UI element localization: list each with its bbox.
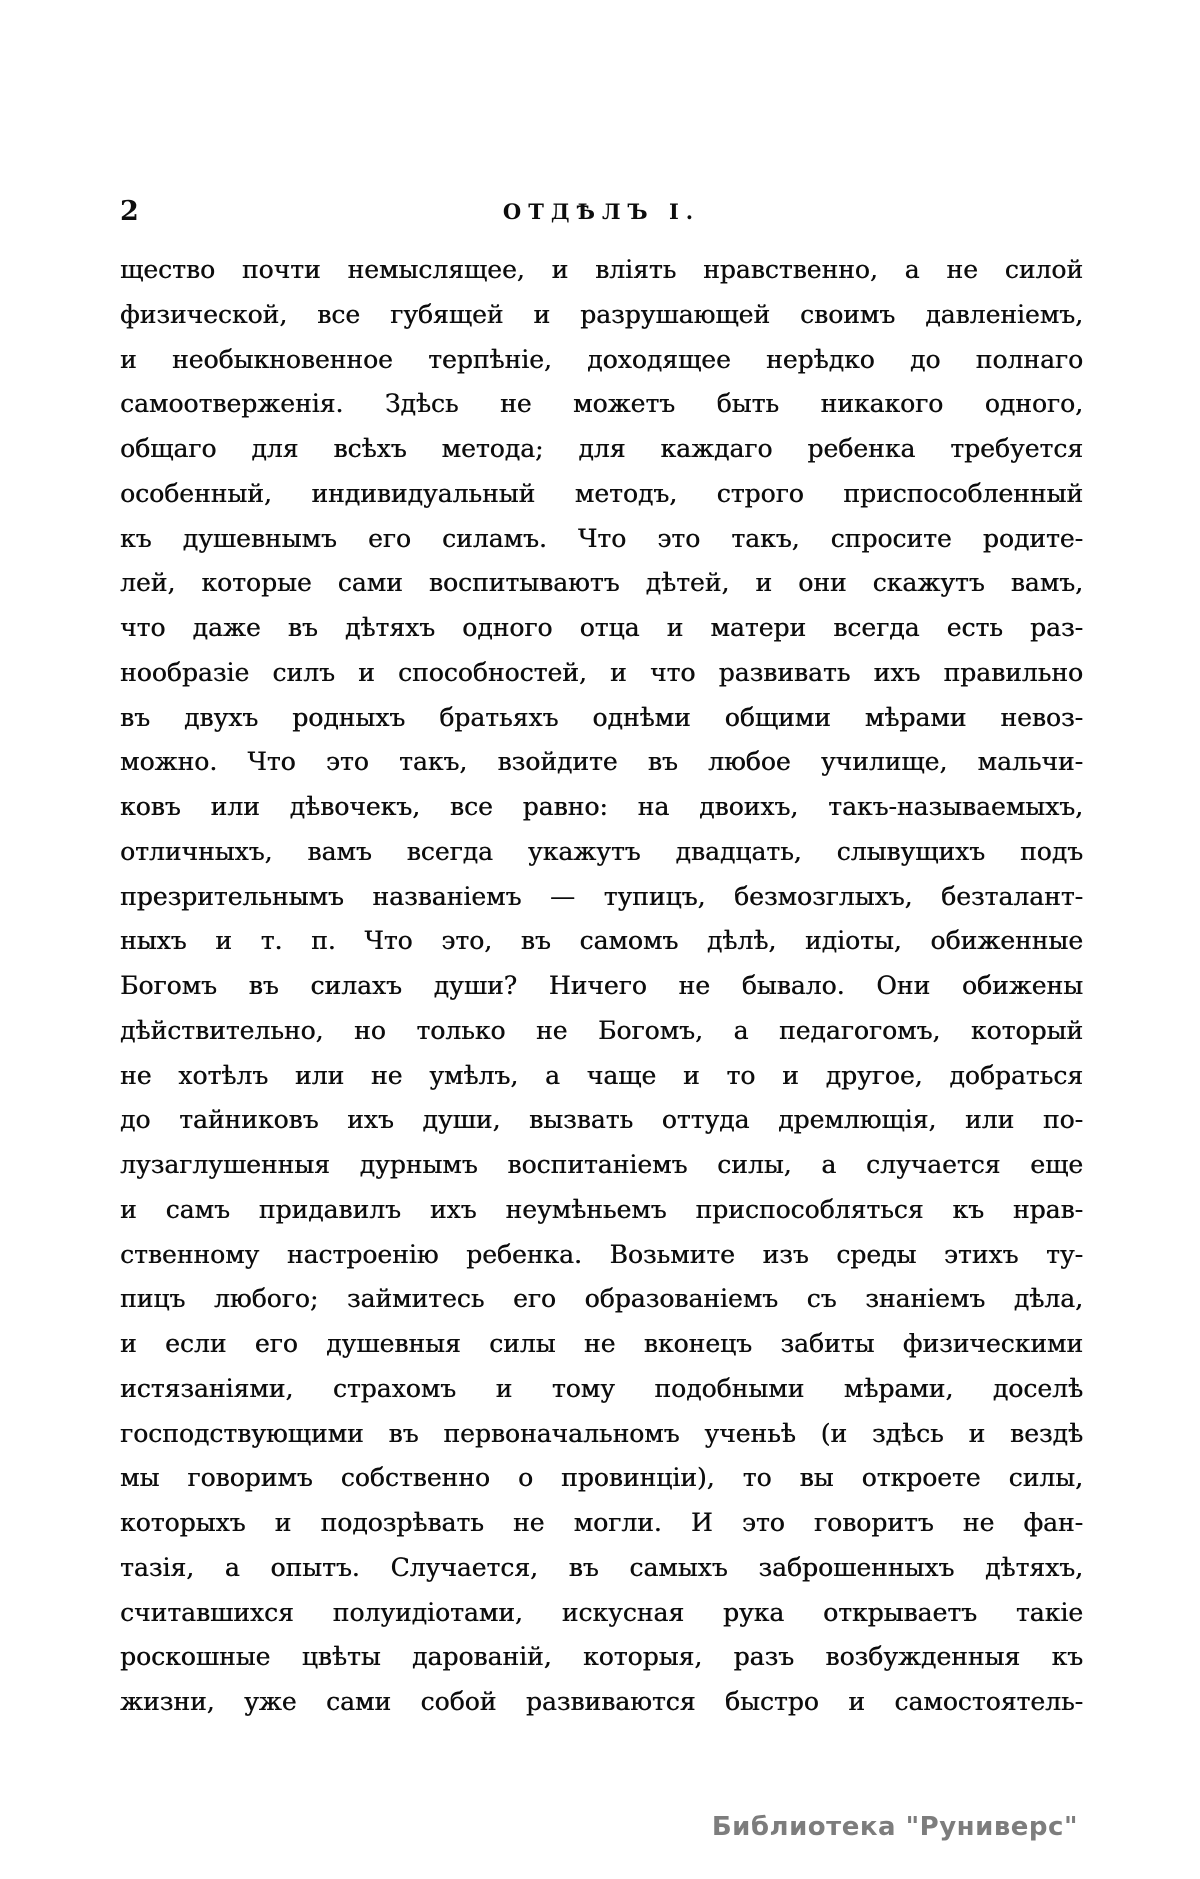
text-line: къ душевнымъ его силамъ. Что это такъ, спросите родите- [120,523,1083,553]
text-line: и если его душевныя силы не вконецъ забиты физическими [120,1329,1083,1358]
text-line: отличныхъ, вамъ всегда укажутъ двадцать, слывущихъ подъ [120,836,1083,866]
text-line: не хотѣлъ или не умѣлъ, а чаще и то и другое, добраться [120,1060,1083,1090]
body-paragraph [120,248,1083,1725]
text-line: пицъ любого; займитесь его образованіемъ съ знаніемъ дѣла, [120,1284,1083,1314]
text-line: и необыкновенное терпѣніе, доходящее нерѣдко до полнаго [120,344,1083,374]
text-line: въ двухъ родныхъ братьяхъ однѣми общими мѣрами невоз- [120,702,1083,732]
text-line: дѣйствительно, но только не Богомъ, а педагогомъ, который [120,1015,1083,1045]
text-line: нообразіе силъ и способностей, и что развивать ихъ правильно [120,657,1083,687]
text-line: что даже въ дѣтяхъ одного отца и матери всегда есть раз- [120,613,1083,642]
section-title: ОТДѢЛЪ I. [502,199,701,224]
library-watermark: Библиотека "Руниверс" [711,1812,1078,1842]
text-line: ственному настроенію ребенка. Возьмите изъ среды этихъ ту- [120,1239,1083,1269]
text-line: Богомъ въ силахъ души? Ничего не бывало. Они обижены [120,971,1083,1000]
text-line: особенный, индивидуальный методъ, строго приспособленный [120,478,1083,508]
page-header [120,196,1083,232]
text-line: считавшихся полуидіотами, искусная рука открываетъ такіе [120,1597,1083,1627]
text-line: общаго для всѣхъ метода; для каждаго ребенка требуется [120,434,1083,463]
text-line: щество почти немыслящее, и вліять нравственно, а не силой [120,255,1083,284]
page-number: 2 [120,196,139,227]
text-line: лей, которые сами воспитываютъ дѣтей, и они скажутъ вамъ, [120,568,1083,598]
text-line: которыхъ и подозрѣвать не могли. И это говоритъ не фан- [120,1508,1083,1537]
text-line: до тайниковъ ихъ души, вызвать оттуда дремлющія, или по- [120,1105,1083,1135]
text-line: физической, все губящей и разрушающей своимъ давленіемъ, [120,299,1083,329]
text-line: и самъ придавилъ ихъ неумѣньемъ приспособляться къ нрав- [120,1194,1083,1224]
text-line: презрительнымъ названіемъ — тупицъ, безмозглыхъ, безталант- [120,881,1083,911]
text-line: господствующими въ первоначальномъ ученьѣ (и здѣсь и вездѣ [120,1418,1083,1448]
text-line: можно. Что это такъ, взойдите въ любое училище, мальчи- [120,747,1083,777]
text-line: жизни, уже сами собой развиваются быстро и самостоятель- [120,1687,1083,1716]
text-line: ныхъ и т. п. Что это, въ самомъ дѣлѣ, идіоты, обиженные [120,926,1083,956]
text-line: тазія, а опытъ. Случается, въ самыхъ заброшенныхъ дѣтяхъ, [120,1552,1083,1582]
text-line: самоотверженія. Здѣсь не можетъ быть никакого одного, [120,389,1083,419]
text-line: роскошные цвѣты дарованій, которыя, разъ возбужденныя къ [120,1642,1083,1672]
text-line: лузаглушенныя дурнымъ воспитаніемъ силы, а случается еще [120,1150,1083,1179]
text-line: истязаніями, страхомъ и тому подобными мѣрами, доселѣ [120,1373,1083,1403]
text-line: ковъ или дѣвочекъ, все равно: на двоихъ, такъ-называемыхъ, [120,792,1083,821]
text-line: мы говоримъ собственно о провинціи), то вы откроете силы, [120,1463,1083,1493]
